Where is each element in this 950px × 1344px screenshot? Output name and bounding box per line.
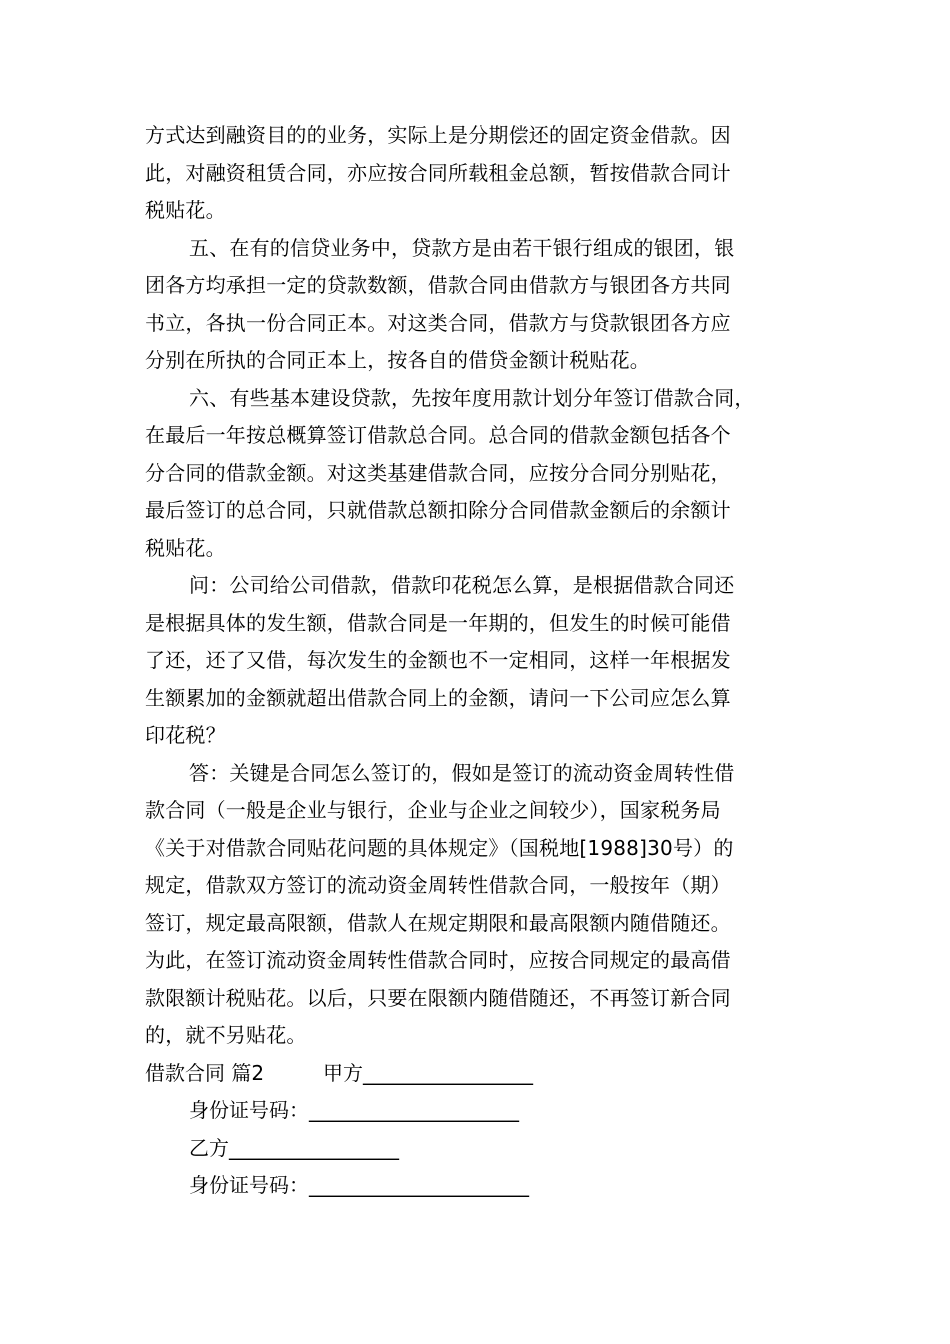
- text-line: 问：公司给公司借款，借款印花税怎么算，是根据借款合同还: [189, 573, 735, 597]
- party-a-id-row: [145, 1092, 825, 1130]
- text-line: 团各方均承担一定的贷款数额，借款合同由借款方与银团各方共同: [145, 273, 731, 297]
- text-line: 分合同的借款金额。对这类基建借款合同，应按分合同分别贴花，: [145, 460, 731, 485]
- party-b-id-field: 身份证号码：______________________: [189, 1173, 529, 1197]
- text-line: 是根据具体的发生额，借款合同是一年期的，但发生的时候可能借: [145, 610, 731, 635]
- text-line: 款合同（一般是企业与银行，企业与企业之间较少），国家税务局: [145, 798, 721, 822]
- text-line: 了还，还了又借，每次发生的金额也不一定相同，这样一年根据发: [145, 648, 731, 672]
- text-line: 方式达到融资目的的业务，实际上是分期偿还的固定资金借款。因: [145, 123, 731, 147]
- document-page: [145, 117, 825, 1205]
- text-line: 此，对融资租赁合同，亦应按合同所载租金总额，暂按借款合同计: [145, 160, 731, 185]
- text-line: 款限额计税贴花。以后，只要在限额内随借随还，不再签订新合同: [145, 985, 731, 1010]
- text-line: 分别在所执的合同正本上，按各自的借贷金额计税贴花。: [145, 348, 650, 372]
- text-line: 为此，在签订流动资金周转性借款合同时，应按合同规定的最高借: [145, 948, 731, 972]
- party-a-id-field: 身份证号码：_____________________: [189, 1098, 519, 1122]
- contract-title: 借款合同 篇2: [145, 1060, 265, 1085]
- text-line: 签订，规定最高限额，借款人在规定期限和最高限额内随借随还。: [145, 910, 731, 935]
- text-line: 印花税？: [145, 723, 226, 747]
- text-line: 书立，各执一份合同正本。对这类合同，借款方与贷款银团各方应: [145, 310, 731, 335]
- text-line: 税贴花。: [145, 535, 226, 560]
- party-a-field: 甲方_________________: [323, 1060, 533, 1085]
- text-line: 税贴花。: [145, 198, 226, 222]
- text-line: 最后签订的总合同，只就借款总额扣除分合同借款金额后的余额计: [145, 498, 731, 522]
- text-line: 《关于对借款合同贴花问题的具体规定》（国税地[1988]30号）的: [145, 835, 734, 860]
- text-line: 的，就不另贴花。: [145, 1023, 307, 1047]
- contract-title-row: [145, 1055, 825, 1093]
- text-line: 五、在有的信贷业务中，贷款方是由若干银行组成的银团，银: [189, 235, 735, 260]
- text-line: 在最后一年按总概算签订借款总合同。总合同的借款金额包括各个: [145, 423, 731, 447]
- text-line: 六、有些基本建设贷款，先按年度用款计划分年签订借款合同，: [189, 385, 755, 410]
- party-b-row: [145, 1130, 825, 1168]
- document-body: [145, 117, 825, 1055]
- party-b-id-row: [145, 1167, 825, 1205]
- text-line: 规定，借款双方签订的流动资金周转性借款合同，一般按年（期）: [145, 873, 731, 897]
- text-line: 生额累加的金额就超出借款合同上的金额，请问一下公司应怎么算: [145, 685, 731, 710]
- party-b-field: 乙方_________________: [189, 1135, 399, 1160]
- text-line: 答：关键是合同怎么签订的，假如是签订的流动资金周转性借: [189, 760, 735, 785]
